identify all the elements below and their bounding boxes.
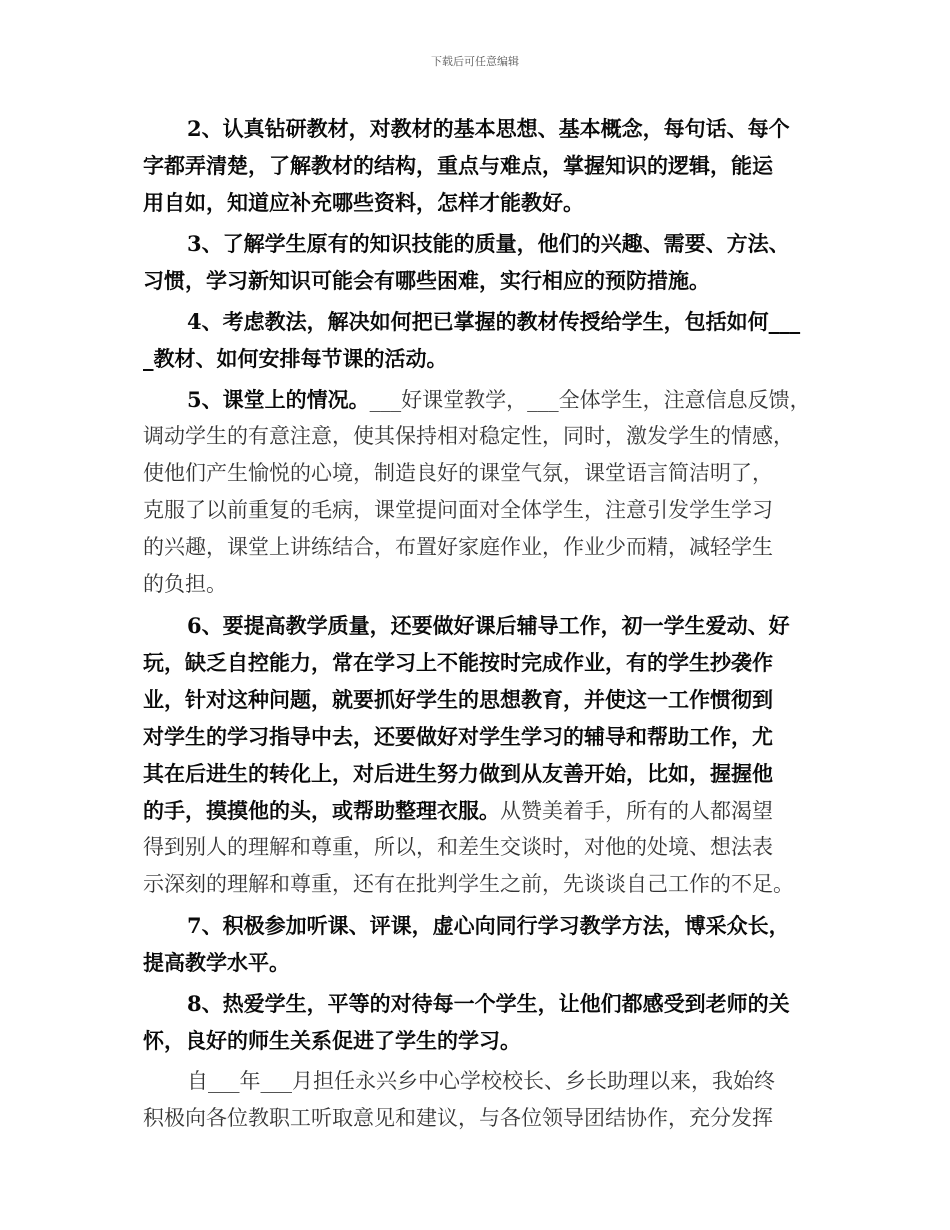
text-line: 2、认真钻研教材，对教材的基本思想、基本概念，每句话、每个: [187, 116, 790, 141]
text-line: 玩，缺乏自控能力，常在学习上不能按时完成作业，有的学生抄袭作: [143, 650, 773, 675]
text-line: 的负担。: [143, 572, 227, 596]
text-normal-segment: ___好课堂教学，___全体学生，注意信息反馈，: [369, 388, 811, 412]
text-line: [143, 381, 813, 418]
text-line: 的兴趣，课堂上讲练结合，布置好家庭作业，作业少而精，减轻学生: [143, 535, 773, 559]
text-normal-segment: 从赞美着手，所有的人都渴望: [500, 799, 773, 823]
text-line: 8、热爱学生，平等的对待每一个学生，让他们都感受到老师的关: [187, 991, 790, 1016]
paragraph-5: [143, 381, 813, 603]
text-line: 克服了以前重复的毛病，课堂提问面对全体学生，注意引发学生学习: [143, 498, 773, 522]
text-line: 3、了解学生原有的知识技能的质量，他们的兴趣、需要、方法、: [187, 231, 790, 256]
text-line: 7、积极参加听课、评课，虚心向同行学习教学方法，博采众长，: [187, 913, 790, 938]
text-line: 自___年___月担任永兴乡中心学校校长、乡长助理以来，我始终: [187, 1069, 775, 1093]
paragraph-3: [143, 225, 813, 299]
text-line: 使他们产生愉悦的心境，制造良好的课堂气氛，课堂语言简洁明了，: [143, 461, 773, 485]
page-header-note: 下载后可任意编辑: [431, 55, 519, 68]
text-line: 用自如，知道应补充哪些资料，怎样才能教好。: [143, 190, 584, 215]
text-line: 其在后进生的转化上，对后进生努力做到从友善开始，比如，握握他: [143, 761, 773, 786]
text-line: 提高教学水平。: [143, 950, 290, 975]
paragraph-9: [143, 1063, 813, 1137]
text-bold-segment: 5、课堂上的情况。: [187, 387, 370, 412]
text-line: [143, 792, 813, 829]
text-line: _教材、如何安排每节课的活动。: [143, 346, 448, 371]
text-line: 示深刻的理解和尊重，还有在批判学生之前，先谈谈自己工作的不足。: [143, 872, 794, 896]
paragraph-7: [143, 907, 813, 981]
text-line: 积极向各位教职工听取意见和建议，与各位领导团结协作，充分发挥: [143, 1106, 773, 1130]
text-line: 6、要提高教学质量，还要做好课后辅导工作，初一学生爱动、好: [187, 613, 790, 638]
text-line: 4、考虑教法，解决如何把已掌握的教材传授给学生，包括如何___: [187, 309, 801, 334]
text-line: 得到别人的理解和尊重，所以，和差生交谈时，对他的处境、想法表: [143, 835, 773, 859]
document-body: [143, 110, 813, 1137]
paragraph-2: [143, 110, 813, 221]
text-line: 对学生的学习指导中去，还要做好对学生学习的辅导和帮助工作，尤: [143, 724, 773, 749]
paragraph-6: [143, 607, 813, 903]
paragraph-8: [143, 985, 813, 1059]
text-line: 习惯，学习新知识可能会有哪些困难，实行相应的预防措施。: [143, 268, 710, 293]
paragraph-4: [143, 303, 813, 377]
text-line: 业，针对这种问题，就要抓好学生的思想教育，并使这一工作惯彻到: [143, 687, 773, 712]
text-line: 调动学生的有意注意，使其保持相对稳定性，同时，激发学生的情感，: [143, 424, 794, 448]
text-line: 怀，良好的师生关系促进了学生的学习。: [143, 1028, 521, 1053]
text-line: 字都弄清楚，了解教材的结构，重点与难点，掌握知识的逻辑，能运: [143, 153, 773, 178]
text-bold-segment: 的手，摸摸他的头，或帮助整理衣服。: [143, 798, 500, 823]
